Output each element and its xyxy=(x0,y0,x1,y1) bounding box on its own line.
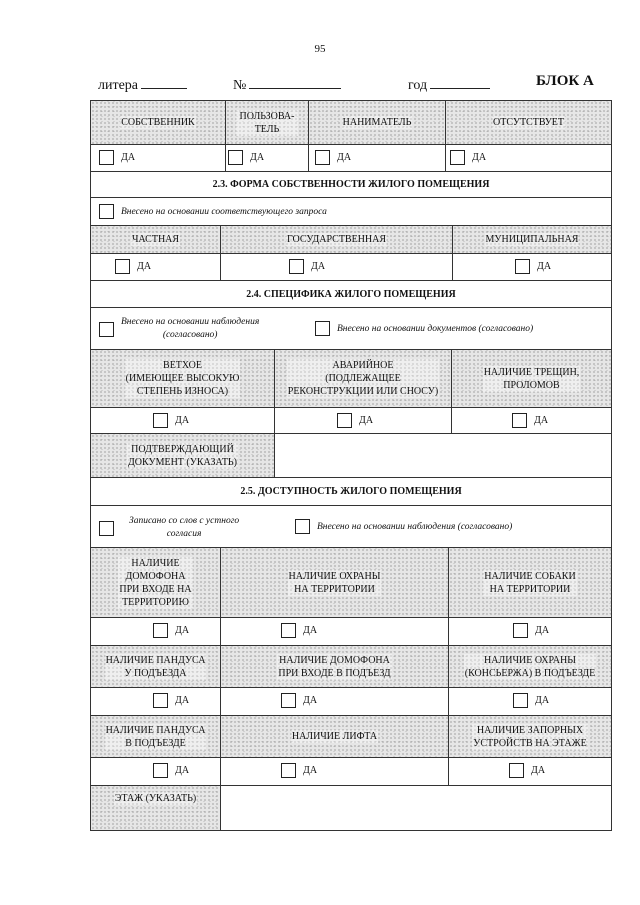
municipal-checkbox[interactable] xyxy=(515,259,530,274)
page-number: 95 xyxy=(314,43,326,55)
entrance-intercom-column: НАЛИЧИЕ ДОМОФОНА ПРИ ВХОДЕ В ПОДЪЕЗД xyxy=(221,646,449,687)
specifics-section-title: 2.4. СПЕЦИФИКА ЖИЛОГО ПОМЕЩЕНИЯ xyxy=(91,281,611,308)
floor-label-cell: ЭТАЖ (УКАЗАТЬ) xyxy=(91,786,221,830)
access-header-row-1 xyxy=(91,548,611,618)
accessibility-note-row: Записано со слов с устного согласия Внесено на основании наблюдения (согласовано) xyxy=(91,506,611,548)
verbal-consent-checkbox[interactable] xyxy=(99,521,114,536)
owner-checkbox[interactable] xyxy=(99,150,114,165)
documents-checkbox[interactable] xyxy=(315,321,330,336)
specifics-header-row xyxy=(91,350,611,408)
entrance-ramp-checkbox[interactable] xyxy=(153,693,168,708)
ownership-note-row xyxy=(91,198,611,226)
dilapidated-column: ВЕТХОЕ (ИМЕЮЩЕЕ ВЫСОКУЮ СТЕПЕНЬ ИЗНОСА) xyxy=(91,350,275,407)
floor-row xyxy=(91,786,611,830)
access-yes-row-1: ДА ДА ДА xyxy=(91,618,611,646)
specifics-note-row: Внесено на основании наблюдения (согласовано) Внесено на основании документов (согласовано) xyxy=(91,308,611,350)
ownership-header-row xyxy=(91,226,611,254)
elevator-checkbox[interactable] xyxy=(281,763,296,778)
observation-checkbox[interactable] xyxy=(99,322,114,337)
residents-header-row xyxy=(91,101,611,145)
territory-dog-checkbox[interactable] xyxy=(513,623,528,638)
ownership-note: Внесено на основании соответствующего запроса xyxy=(121,206,327,217)
state-column: ГОСУДАРСТВЕННАЯ xyxy=(221,226,453,253)
cracks-checkbox[interactable] xyxy=(512,413,527,428)
tenant-column: НАНИМАТЕЛЬ xyxy=(309,101,446,144)
territory-security-column: НАЛИЧИЕ ОХРАНЫ НА ТЕРРИТОРИИ xyxy=(221,548,449,617)
tenant-checkbox[interactable] xyxy=(315,150,330,165)
territory-security-checkbox[interactable] xyxy=(281,623,296,638)
specifics-yes-row: ДА ДА ДА xyxy=(91,408,611,434)
concierge-checkbox[interactable] xyxy=(513,693,528,708)
territory-dog-column: НАЛИЧИЕ СОБАКИ НА ТЕРРИТОРИИ xyxy=(449,548,611,617)
municipal-column: МУНИЦИПАЛЬНАЯ xyxy=(453,226,611,253)
cracks-column: НАЛИЧИЕ ТРЕЩИН, ПРОЛОМОВ xyxy=(452,350,611,407)
litera-input[interactable] xyxy=(141,74,187,89)
residents-yes-row: ДА ДА ДА ДА xyxy=(91,145,611,172)
user-checkbox[interactable] xyxy=(228,150,243,165)
state-checkbox[interactable] xyxy=(289,259,304,274)
user-column: ПОЛЬЗОВА-ТЕЛЬ xyxy=(226,101,309,144)
territory-intercom-checkbox[interactable] xyxy=(153,623,168,638)
territory-intercom-column: НАЛИЧИЕ ДОМОФОНА ПРИ ВХОДЕ НА ТЕРРИТОРИЮ xyxy=(91,548,221,617)
year-label: год xyxy=(408,78,428,93)
number-field xyxy=(233,74,341,94)
floor-locks-column: НАЛИЧИЕ ЗАПОРНЫХ УСТРОЙСТВ НА ЭТАЖЕ xyxy=(449,716,611,757)
access-yes-row-2: ДА ДА ДА xyxy=(91,688,611,716)
inner-ramp-checkbox[interactable] xyxy=(153,763,168,778)
owner-column: СОБСТВЕННИК xyxy=(91,101,226,144)
emergency-column: АВАРИЙНОЕ (ПОДЛЕЖАЩЕЕ РЕКОНСТРУКЦИИ ИЛИ СНОСУ) xyxy=(275,350,452,407)
ownership-yes-row: ДА ДА ДА xyxy=(91,254,611,281)
document-row xyxy=(91,434,611,478)
access-yes-row-3: ДА ДА ДА xyxy=(91,758,611,786)
private-checkbox[interactable] xyxy=(115,259,130,274)
access-header-row-3 xyxy=(91,716,611,758)
elevator-column: НАЛИЧИЕ ЛИФТА xyxy=(221,716,449,757)
year-field xyxy=(408,74,490,94)
litera-label: литера xyxy=(98,78,139,93)
absent-checkbox[interactable] xyxy=(450,150,465,165)
litera-field xyxy=(98,74,187,94)
number-label: № xyxy=(233,78,247,93)
entrance-intercom-checkbox[interactable] xyxy=(281,693,296,708)
housing-form xyxy=(90,100,612,831)
floor-locks-checkbox[interactable] xyxy=(509,763,524,778)
entrance-ramp-column: НАЛИЧИЕ ПАНДУСА У ПОДЪЕЗДА xyxy=(91,646,221,687)
floor-value-cell[interactable] xyxy=(221,786,611,830)
accessibility-section-title: 2.5. ДОСТУПНОСТЬ ЖИЛОГО ПОМЕЩЕНИЯ xyxy=(91,478,611,506)
ownership-section-title: 2.3. ФОРМА СОБСТВЕННОСТИ ЖИЛОГО ПОМЕЩЕНИЯ xyxy=(91,172,611,198)
access-header-row-2 xyxy=(91,646,611,688)
accessibility-observation-checkbox[interactable] xyxy=(295,519,310,534)
document-label-cell: ПОДТВЕРЖДАЮЩИЙ ДОКУМЕНТ (УКАЗАТЬ) xyxy=(91,434,275,477)
emergency-checkbox[interactable] xyxy=(337,413,352,428)
number-input[interactable] xyxy=(249,74,341,89)
block-label: БЛОК А xyxy=(536,73,594,89)
private-column: ЧАСТНАЯ xyxy=(91,226,221,253)
absent-column: ОТСУТСТВУЕТ xyxy=(446,101,611,144)
concierge-column: НАЛИЧИЕ ОХРАНЫ (КОНСЬЕРЖА) В ПОДЪЕЗДЕ xyxy=(449,646,611,687)
year-input[interactable] xyxy=(430,74,490,89)
ownership-request-checkbox[interactable] xyxy=(99,204,114,219)
document-value-cell[interactable] xyxy=(275,434,611,477)
dilapidated-checkbox[interactable] xyxy=(153,413,168,428)
inner-ramp-column: НАЛИЧИЕ ПАНДУСА В ПОДЪЕЗДЕ xyxy=(91,716,221,757)
